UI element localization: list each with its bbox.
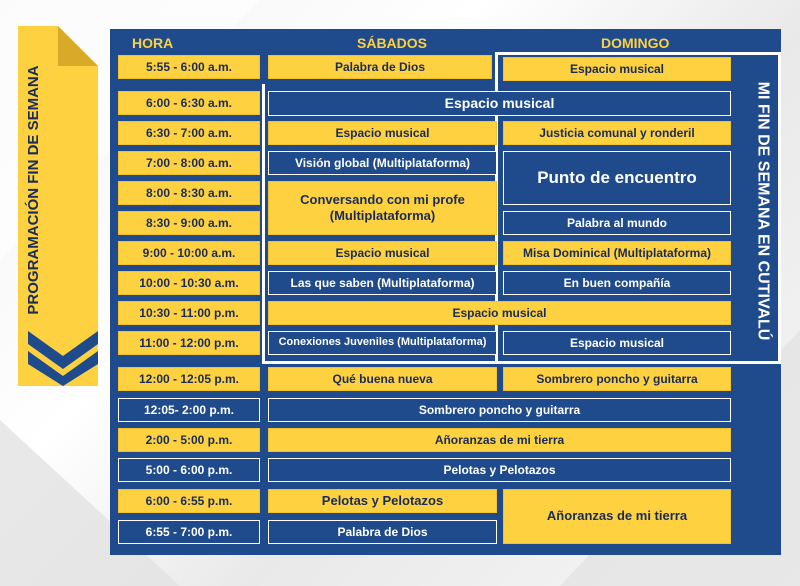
program-cell: Conversando con mi profe (Multiplataforma) bbox=[268, 181, 497, 235]
program-cell: Visión global (Multiplataforma) bbox=[268, 151, 497, 175]
header-sabados: SÁBADOS bbox=[357, 35, 428, 51]
program-cell: Espacio musical bbox=[268, 91, 731, 116]
time-slot: 5:55 - 6:00 a.m. bbox=[118, 55, 260, 79]
program-cell: Palabra al mundo bbox=[503, 211, 731, 235]
program-cell: Punto de encuentro bbox=[503, 151, 731, 205]
time-slot: 8:30 - 9:00 a.m. bbox=[118, 211, 260, 235]
time-slot: 2:00 - 5:00 p.m. bbox=[118, 428, 260, 452]
program-cell: Sombrero poncho y guitarra bbox=[268, 398, 731, 422]
program-cell: Las que saben (Multiplataforma) bbox=[268, 271, 497, 295]
program-cell: Espacio musical bbox=[268, 241, 497, 265]
right-title: MI FIN DE SEMANA EN CUTIVALÚ bbox=[754, 81, 772, 341]
program-cell: Qué buena nueva bbox=[268, 367, 497, 391]
program-cell: Espacio musical bbox=[503, 331, 731, 355]
time-slot: 8:00 - 8:30 a.m. bbox=[118, 181, 260, 205]
program-cell: Espacio musical bbox=[503, 57, 731, 81]
program-cell: Misa Dominical (Multiplataforma) bbox=[503, 241, 731, 265]
time-slot: 7:00 - 8:00 a.m. bbox=[118, 151, 260, 175]
time-slot: 9:00 - 10:00 a.m. bbox=[118, 241, 260, 265]
program-cell: Justicia comunal y ronderil bbox=[503, 121, 731, 145]
program-cell: Añoranzas de mi tierra bbox=[268, 428, 731, 452]
time-slot: 6:00 - 6:55 p.m. bbox=[118, 489, 260, 513]
header-hora: HORA bbox=[132, 35, 174, 51]
program-cell: Sombrero poncho y guitarra bbox=[503, 367, 731, 391]
side-title: PROGRAMACIÓN FIN DE SEMANA bbox=[25, 65, 42, 315]
time-slot: 6:30 - 7:00 a.m. bbox=[118, 121, 260, 145]
time-slot: 10:00 - 10:30 a.m. bbox=[118, 271, 260, 295]
program-cell: En buen compañía bbox=[503, 271, 731, 295]
time-slot: 12:00 - 12:05 p.m. bbox=[118, 367, 260, 391]
time-slot: 11:00 - 12:00 p.m. bbox=[118, 331, 260, 355]
time-slot: 12:05- 2:00 p.m. bbox=[118, 398, 260, 422]
program-cell: Conexiones Juveniles (Multiplataforma) bbox=[268, 331, 497, 355]
time-slot: 10:30 - 11:00 p.m. bbox=[118, 301, 260, 325]
time-slot: 6:00 - 6:30 a.m. bbox=[118, 91, 260, 115]
program-cell: Espacio musical bbox=[268, 121, 497, 145]
time-slot: 5:00 - 6:00 p.m. bbox=[118, 458, 260, 482]
program-cell: Palabra de Dios bbox=[268, 520, 497, 544]
header-domingo: DOMINGO bbox=[601, 35, 670, 51]
program-cell: Pelotas y Pelotazos bbox=[268, 489, 497, 513]
program-cell: Palabra de Dios bbox=[268, 55, 492, 79]
time-slot: 6:55 - 7:00 p.m. bbox=[118, 520, 260, 544]
program-cell: Espacio musical bbox=[268, 301, 731, 325]
program-cell: Pelotas y Pelotazos bbox=[268, 458, 731, 482]
program-cell: Añoranzas de mi tierra bbox=[503, 489, 731, 544]
